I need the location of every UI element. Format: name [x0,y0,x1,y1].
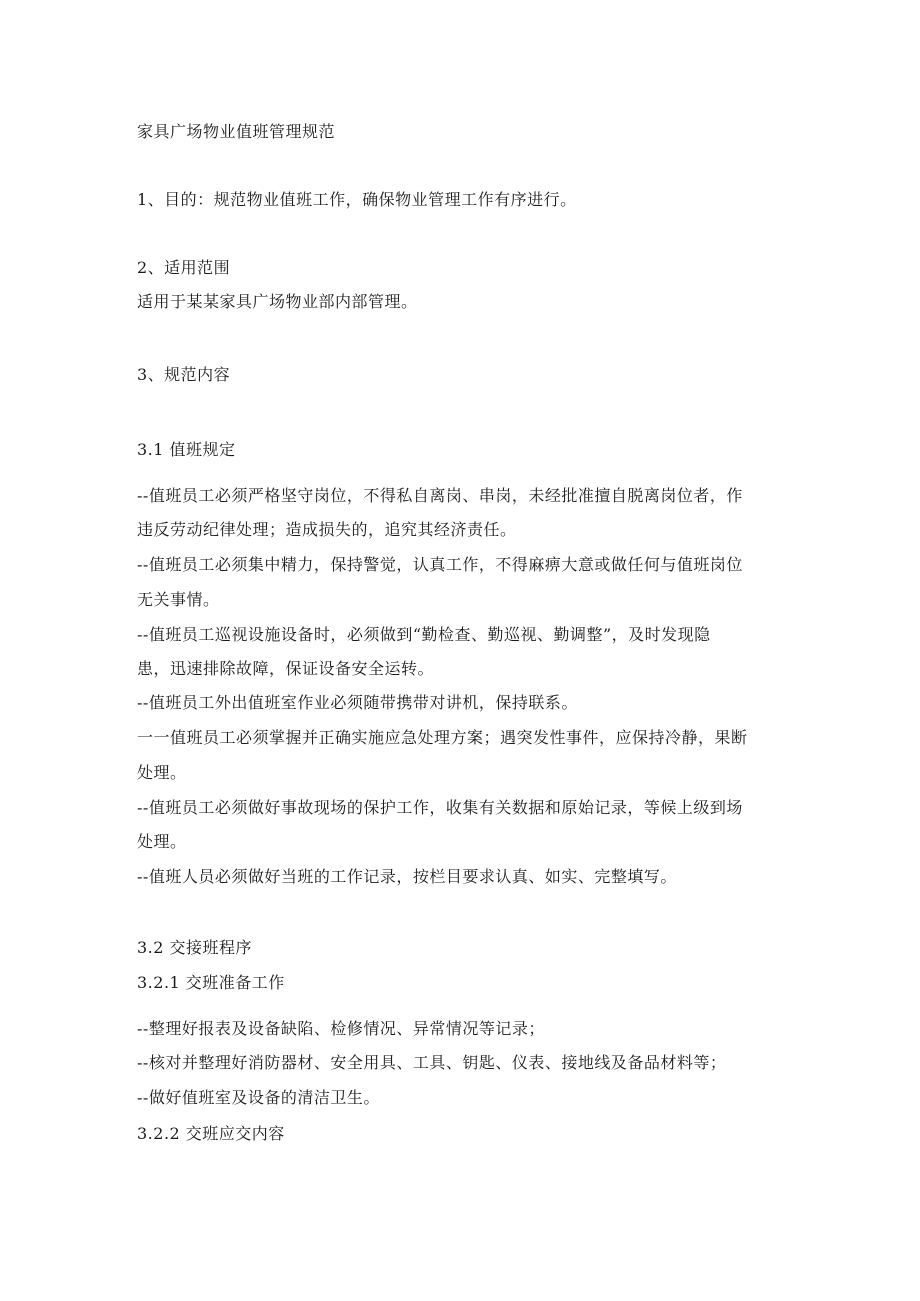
section-3-heading: 3、规范内容 [137,365,231,384]
rule-line: --值班人员必须做好当班的工作记录，按栏目要求认真、如实、完整填写。 [137,867,677,886]
section-3-2-heading: 3.2 交接班程序 [137,938,253,957]
section-2-body: 适用于某某家具广场物业部内部管理。 [137,292,418,311]
prep-item: --整理好报表及设备缺陷、检修情况、异常情况等记录； [137,1019,545,1038]
rule-line: 一一值班员工必须掌握并正确实施应急处理方案；遇突发性事件，应保持冷静，果断 [137,728,748,747]
rule-line: 无关事情。 [137,590,220,609]
rule-line: 处理。 [137,763,187,782]
rule-line: --值班员工外出值班室作业必须随带携带对讲机，保持联系。 [137,693,578,712]
prep-item: --核对并整理好消防器材、安全用具、工具、钥匙、仪表、接地线及备品材料等； [137,1053,727,1072]
rule-line: --值班员工巡视设施设备时，必须做到“勤检查、勤巡视、勤调整”，及时发现隐 [137,625,711,644]
section-2-heading: 2、适用范围 [137,258,231,277]
section-3-2-2-heading: 3.2.2 交班应交内容 [137,1124,285,1143]
rule-line: 患，迅速排除故障，保证设备安全运转。 [137,659,435,678]
section-3-2-1-heading: 3.2.1 交班准备工作 [137,973,285,992]
prep-item: --做好值班室及设备的清洁卫生。 [137,1088,380,1107]
rule-line: 处理。 [137,832,187,851]
rule-line: --值班员工必须严格坚守岗位，不得私自离岗、串岗，未经批准擅自脱离岗位者，作 [137,486,743,505]
document-title: 家具广场物业值班管理规范 [137,122,336,141]
section-1-purpose: 1、目的：规范物业值班工作，确保物业管理工作有序进行。 [137,190,577,209]
rule-line: 违反劳动纪律处理；造成损失的，追究其经济责任。 [137,520,517,539]
section-3-1-heading: 3.1 值班规定 [137,440,236,459]
rule-line: --值班员工必须做好事故现场的保护工作，收集有关数据和原始记录，等候上级到场 [137,798,743,817]
rule-line: --值班员工必须集中精力，保持警觉，认真工作，不得麻痹大意或做任何与值班岗位 [137,555,743,574]
